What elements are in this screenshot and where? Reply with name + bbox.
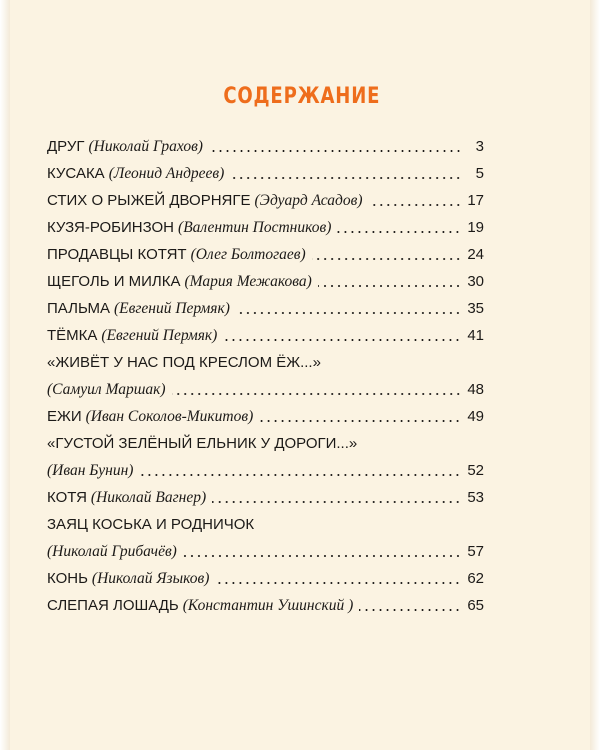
- table-of-contents: [47, 133, 484, 619]
- toc-entry: [47, 295, 484, 322]
- entry-page-number: 65: [467, 597, 484, 614]
- dot-leader: [223, 339, 461, 341]
- dot-leader: [337, 231, 461, 233]
- toc-entry: [47, 484, 484, 511]
- dot-leader: [236, 312, 461, 314]
- toc-entry: [47, 349, 484, 403]
- entry-page-number: 5: [475, 165, 484, 182]
- page-edge-left: [0, 0, 10, 750]
- dot-leader: [183, 555, 461, 557]
- entry-title: ЩЕГОЛЬ И МИЛКА: [47, 273, 181, 290]
- entry-page-number: 62: [467, 570, 484, 587]
- entry-author: (Иван Бунин): [47, 462, 134, 479]
- entry-title: ТЁМКА: [47, 327, 98, 344]
- entry-page-number: 35: [467, 300, 484, 317]
- entry-title: ЗАЯЦ КОСЬКА И РОДНИЧОК: [47, 516, 255, 533]
- toc-entry: [47, 187, 484, 214]
- entry-page-number: 17: [467, 192, 484, 209]
- entry-author: (Самуил Маршак): [47, 381, 166, 398]
- entry-author: (Иван Соколов-Микитов): [85, 408, 254, 425]
- dot-leader: [230, 177, 462, 179]
- entry-author: (Николай Вагнер): [90, 489, 207, 506]
- toc-entry: [47, 565, 484, 592]
- toc-entry: [47, 160, 484, 187]
- entry-author: (Валентин Постников): [178, 219, 332, 236]
- contents-heading: СОДЕРЖАНИЕ: [223, 84, 381, 109]
- entry-author: (Эдуард Асадов): [254, 192, 363, 209]
- entry-title: ЕЖИ: [47, 408, 82, 425]
- entry-page-number: 24: [467, 246, 484, 263]
- entry-page-number: 41: [467, 327, 484, 344]
- entry-author: (Олег Болтогаев): [190, 246, 306, 263]
- entry-author: (Евгений Пермяк): [101, 327, 218, 344]
- entry-page-number: 57: [467, 543, 484, 560]
- toc-entry: [47, 322, 484, 349]
- dot-leader: [259, 420, 461, 422]
- entry-author: (Леонид Андреев): [108, 165, 225, 182]
- entry-page-number: 3: [475, 138, 484, 155]
- entry-page-number: 30: [467, 273, 484, 290]
- entry-title: «ГУСТОЙ ЗЕЛЁНЫЙ ЕЛЬНИК У ДОРОГИ...»: [47, 435, 358, 452]
- entry-page-number: 19: [467, 219, 484, 236]
- entry-author: (Мария Межакова): [184, 273, 312, 290]
- entry-title: «ЖИВЁТ У НАС ПОД КРЕСЛОМ ЁЖ...»: [47, 354, 321, 371]
- entry-title: КОНЬ: [47, 570, 88, 587]
- dot-leader: [172, 393, 462, 395]
- toc-entry: [47, 241, 484, 268]
- entry-title: КУЗЯ-РОБИНЗОН: [47, 219, 175, 236]
- dot-leader: [209, 150, 462, 152]
- entry-author: (Николай Языков): [91, 570, 210, 587]
- dot-leader: [318, 285, 462, 287]
- entry-page-number: 52: [467, 462, 484, 479]
- entry-page-number: 48: [467, 381, 484, 398]
- dot-leader: [312, 258, 462, 260]
- page-edge-right: [590, 0, 600, 750]
- entry-title: ПАЛЬМА: [47, 300, 110, 317]
- entry-title: КОТЯ: [47, 489, 87, 506]
- toc-entry: [47, 511, 484, 565]
- toc-entry: [47, 592, 484, 619]
- entry-page-number: 49: [467, 408, 484, 425]
- entry-author: (Евгений Пермяк): [113, 300, 230, 317]
- dot-leader: [215, 582, 461, 584]
- toc-entry: [47, 268, 484, 295]
- entry-title: СТИХ О РЫЖЕЙ ДВОРНЯГЕ: [47, 192, 251, 209]
- paper-sheet: [10, 0, 590, 750]
- dot-leader: [369, 204, 462, 206]
- dot-leader: [212, 501, 461, 503]
- entry-title: СЛЕПАЯ ЛОШАДЬ: [47, 597, 179, 614]
- entry-title: ПРОДАВЦЫ КОТЯТ: [47, 246, 187, 263]
- dot-leader: [139, 474, 461, 476]
- entry-title: ДРУГ: [47, 138, 85, 155]
- toc-entry: [47, 133, 484, 160]
- entry-author: (Николай Грахов): [88, 138, 203, 155]
- toc-entry: [47, 403, 484, 430]
- toc-entry: [47, 430, 484, 484]
- entry-author: (Константин Ушинский ): [182, 597, 354, 614]
- dot-leader: [359, 609, 461, 611]
- entry-title: КУСАКА: [47, 165, 105, 182]
- entry-page-number: 53: [467, 489, 484, 506]
- entry-author: (Николай Грибачёв): [47, 543, 177, 560]
- toc-entry: [47, 214, 484, 241]
